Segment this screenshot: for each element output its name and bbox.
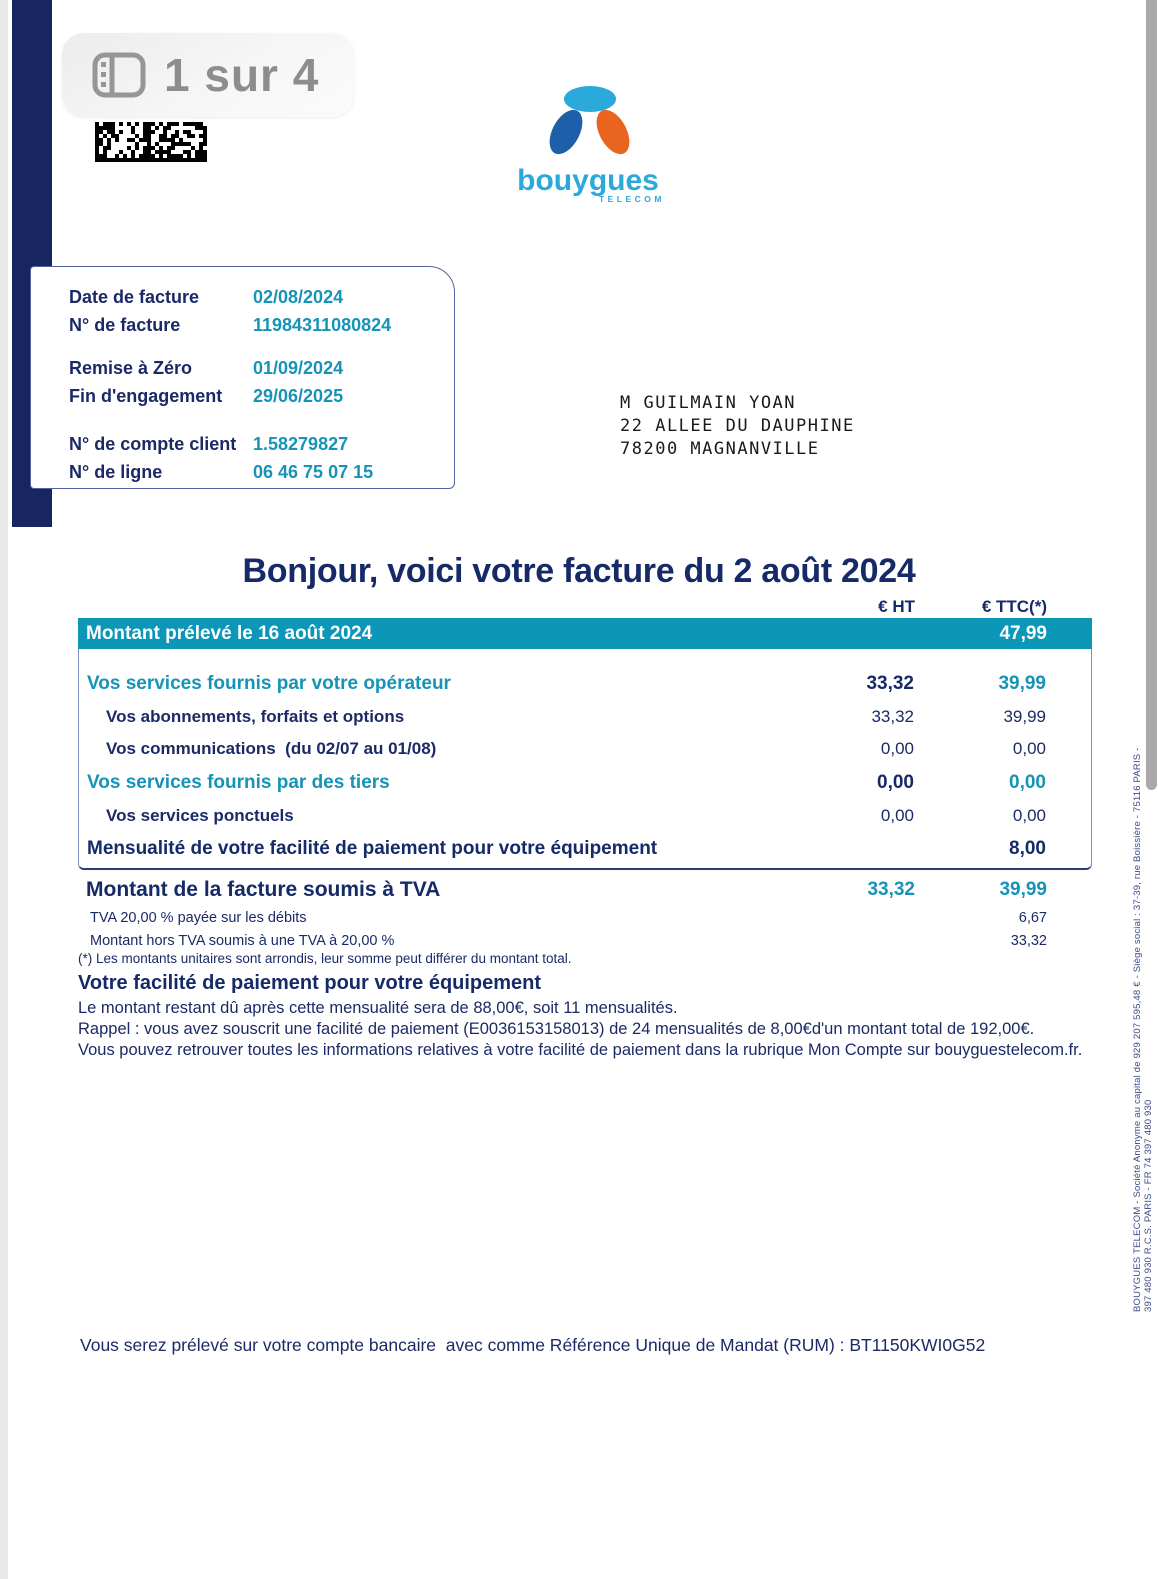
facility-line: Vous pouvez retrouver toutes les informations relatives à votre facilité de paiement dans la rubrique Mon Compte sur bouyguestelecom.fr. [78,1041,1083,1059]
amount-due-header-row [78,618,1092,649]
recipient-address [620,392,855,461]
table-row: Vos communications (du 02/07 au 01/08) 0,00 0,00 [106,739,1046,758]
bouygues-logo-icon [541,84,636,159]
page-indicator-label: 1 sur 4 [164,49,320,101]
table-row: Mensualité de votre facilité de paiement pour votre équipement 8,00 [87,838,1046,859]
info-label: Fin d'engagement [69,386,223,406]
recipient-city: 78200 MAGNANVILLE [620,439,820,459]
info-label: N° de compte client [69,434,237,454]
info-value: 29/06/2025 [253,386,344,406]
info-value: 01/09/2024 [253,358,344,378]
page-title: Bonjour, voici votre facture du 2 août 2024 [242,552,916,590]
tva-detail-row: Montant hors TVA soumis à une TVA à 20,00 % 33,32 [90,933,1047,949]
table-row: Vos services fournis par des tiers 0,00 0,00 [87,772,1046,793]
info-row [69,358,444,382]
table-column-headers [78,597,1092,617]
info-value: 11984311080824 [253,315,392,335]
info-label: N° de ligne [69,462,163,482]
table-row: Vos services fournis par votre opérateur 33,32 39,99 [87,673,1046,694]
amount-due-label: Montant prélevé le 16 août 2024 [86,622,373,644]
column-header-ht: € HT [878,597,915,616]
rounding-footnote: (*) Les montants unitaires sont arrondis, leur somme peut différer du montant total. [78,951,572,966]
info-label: Remise à Zéro [69,358,193,378]
rum-reference-line: Vous serez prélevé sur votre compte bancaire avec comme Référence Unique de Mandat (RUM) : BT1150KWI0G52 [80,1335,986,1355]
info-value: 1.58279827 [253,434,349,454]
info-row [69,462,444,486]
page-indicator-badge[interactable] [62,33,354,117]
bouygues-logo [505,84,671,204]
recipient-street: 22 ALLEE DU DAUPHINE [620,416,855,436]
info-row [69,434,444,458]
services-table [78,649,1092,870]
info-value: 06 46 75 07 15 [253,462,374,482]
datamatrix-barcode [95,122,207,162]
info-value: 02/08/2024 [253,287,344,307]
logo-sub-brand: TELECOM [598,194,665,204]
page-left-edge [0,0,8,1579]
info-label: Date de facture [69,287,200,307]
sidebar-panel-icon [92,52,146,98]
logo-wordmark: bouygues [517,164,659,197]
tva-summary-row: Montant de la facture soumis à TVA 33,32 39,99 [86,878,1047,901]
table-row: Vos abonnements, forfaits et options 33,32 39,99 [106,707,1046,726]
vertical-scrollbar[interactable] [1146,0,1157,790]
info-label: N° de facture [69,315,181,335]
facility-line: Le montant restant dû après cette mensualité sera de 88,00€, soit 11 mensualités. [78,999,678,1017]
facility-heading: Votre facilité de paiement pour votre équipement [78,972,542,994]
info-row [69,287,444,311]
legal-vertical-text: BOUYGUES TELECOM - Société Anonyme au capital de 929 207 595,48 € - Siège social : 37-39, rue Boissière - 75116 PARIS - 397 480 930 R.C.S. PARIS - FR 74 397 480 930 [1132,747,1154,1312]
amount-due-value: 47,99 [999,622,1047,644]
info-row [69,386,444,410]
recipient-name: M GUILMAIN YOAN [620,393,797,413]
info-row [69,315,444,339]
column-header-ttc: € TTC(*) [981,597,1047,616]
invoice-info-box [30,266,455,489]
tva-detail-row: TVA 20,00 % payée sur les débits 6,67 [90,910,1047,926]
table-row: Vos services ponctuels 0,00 0,00 [106,806,1046,825]
facility-line: Rappel : vous avez souscrit une facilité de paiement (E0036153158013) de 24 mensualités de 8,00€d'un montant total de 192,00€. [78,1020,1035,1038]
